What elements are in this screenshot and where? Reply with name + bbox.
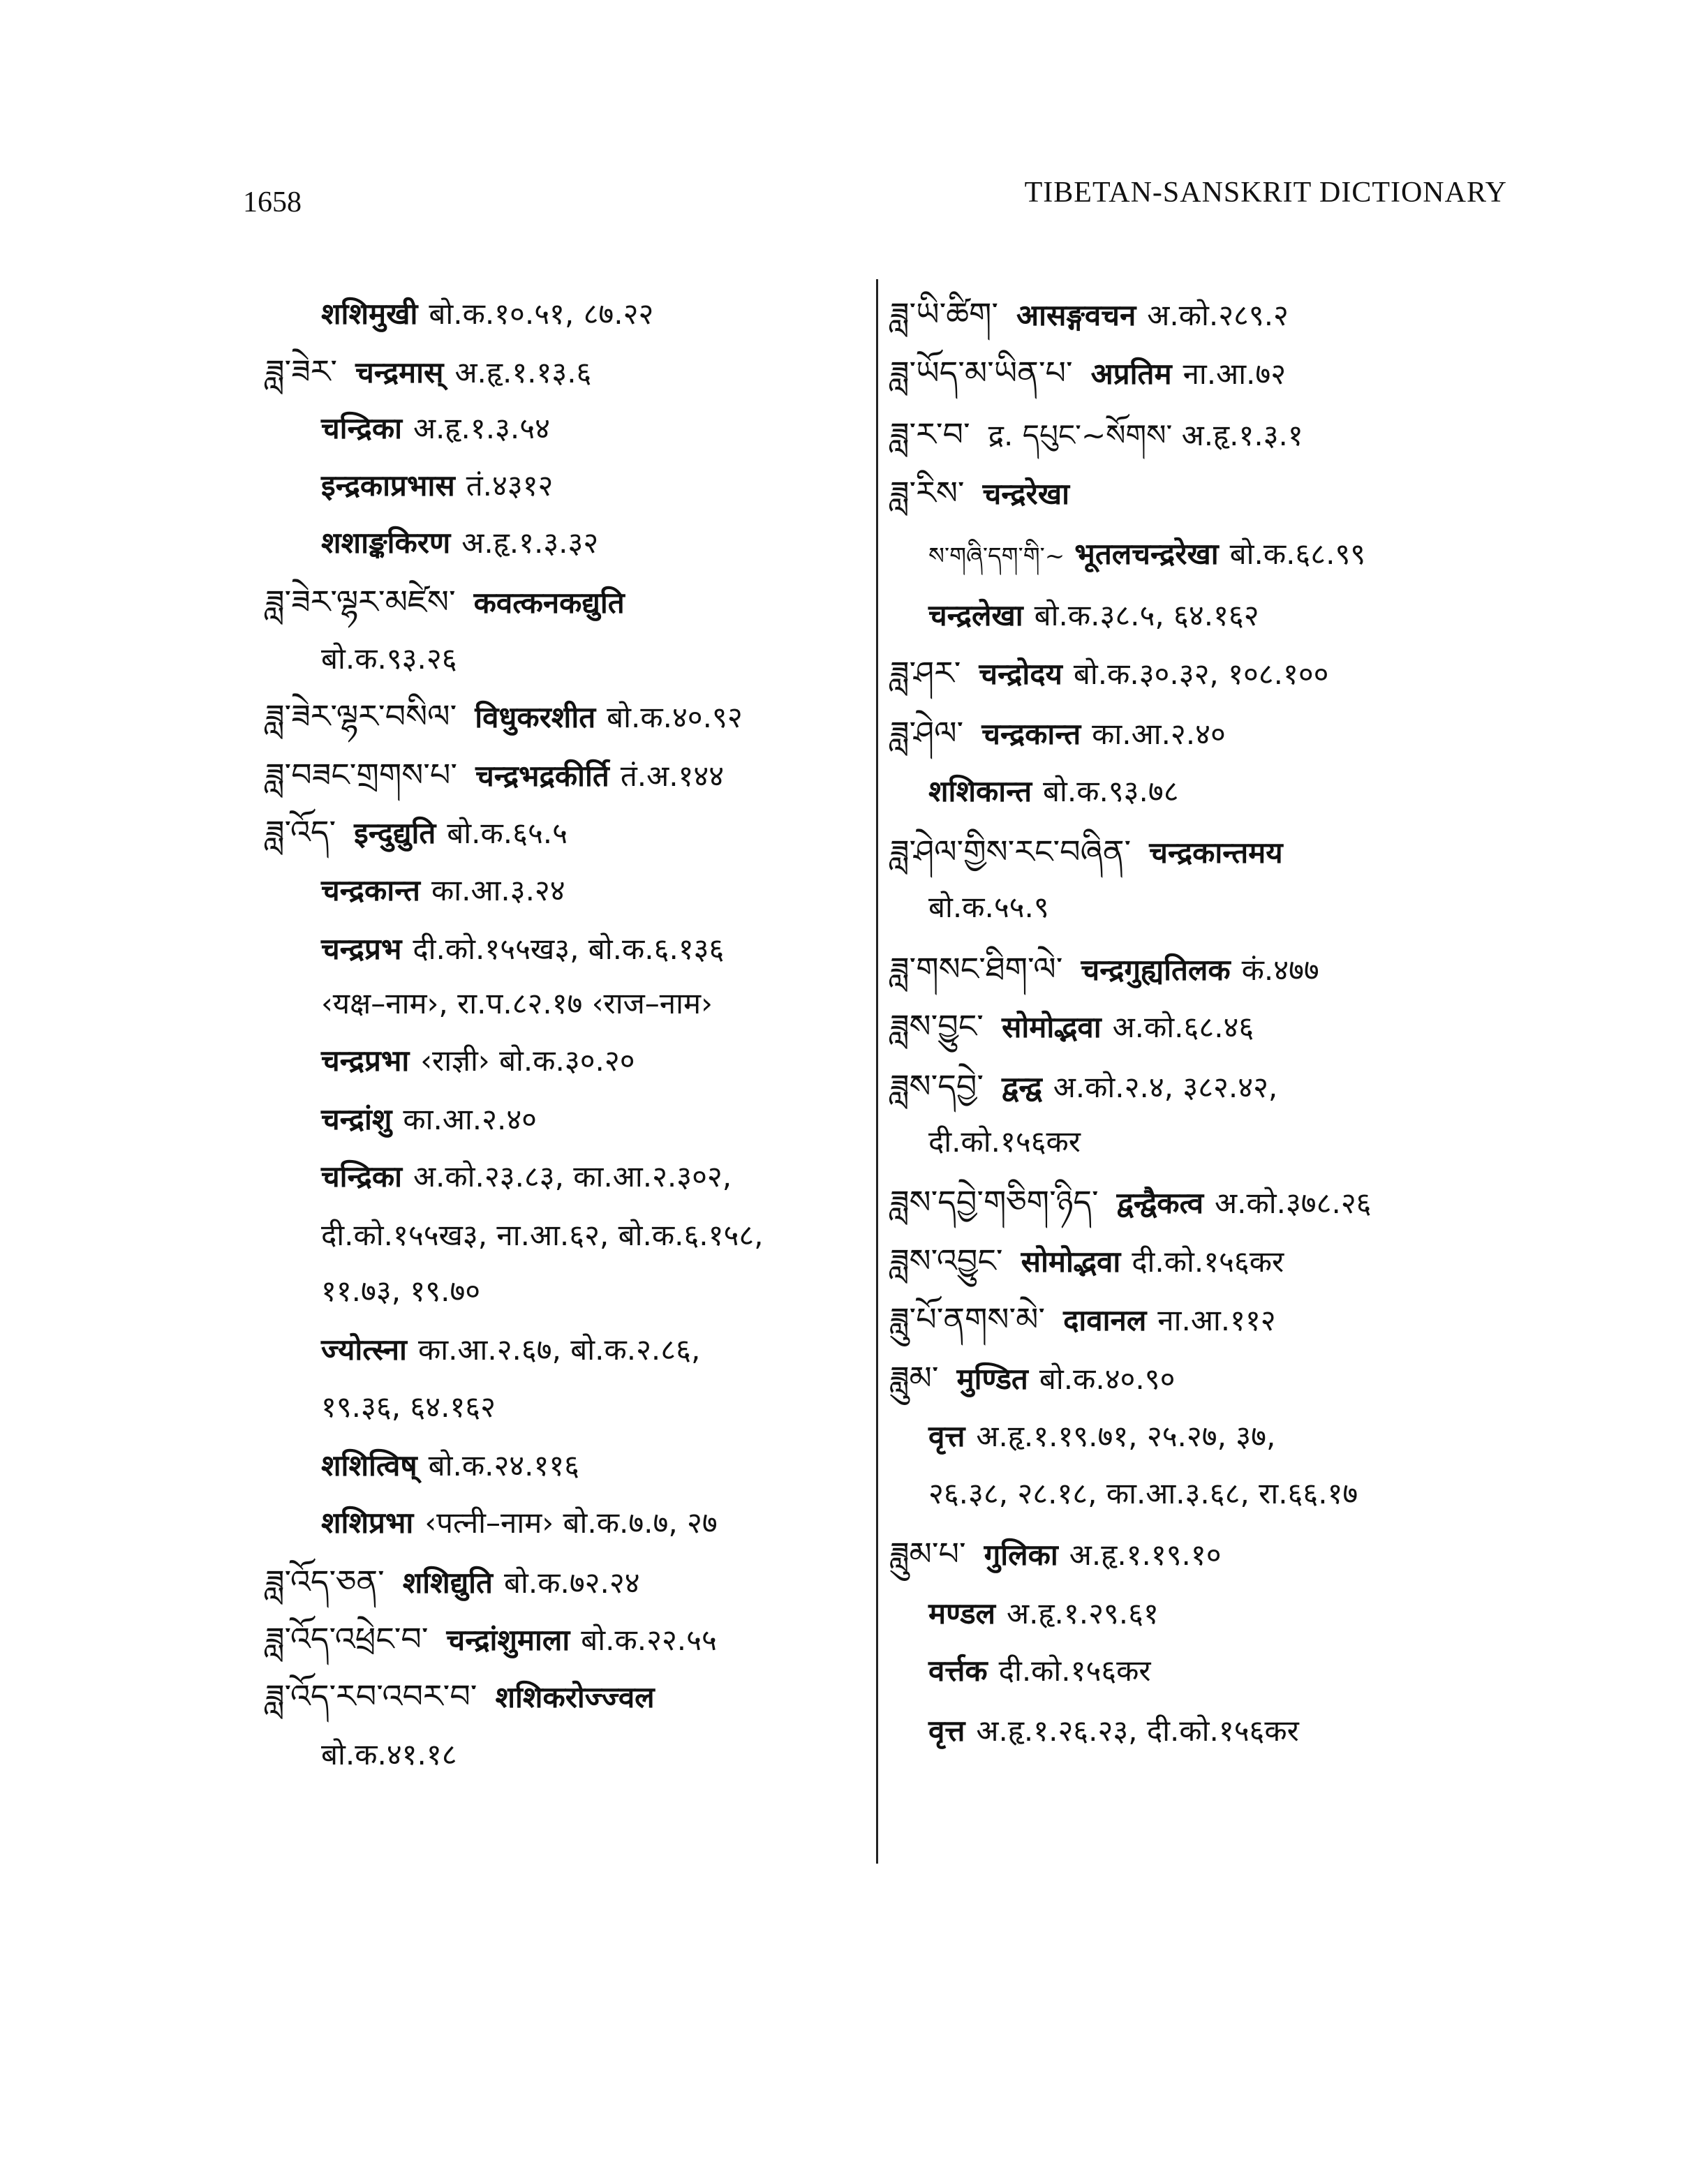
dictionary-line	[321, 1270, 480, 1312]
source-reference: ‹पत्नी–नाम› बो.क.७.७, २७	[424, 1506, 718, 1540]
dictionary-line	[890, 1240, 1284, 1283]
tibetan-headword: ཟླ་ཤེལ་གྱིས་རང་བཞིན་	[890, 833, 1132, 870]
dictionary-line	[321, 1156, 732, 1198]
source-reference: अ.को.२.४, ३८२.४२,	[1053, 1070, 1278, 1104]
dictionary-line	[928, 1416, 1275, 1457]
sanskrit-equivalent: आसङ्गवचन	[1016, 298, 1136, 332]
source-reference: तं.अ.१४४	[620, 759, 725, 793]
source-reference: का.आ.३.२४	[431, 873, 565, 907]
tibetan-headword: ཟླ་འོད་རབ་འབར་བ་	[265, 1677, 477, 1715]
dictionary-line	[321, 1040, 635, 1082]
source-reference: का.आ.२.४०	[1092, 717, 1226, 751]
page-header	[0, 0, 1690, 251]
sanskrit-equivalent: सोमोद्भवा	[1001, 1010, 1102, 1044]
sanskrit-equivalent: चन्द्रभद्रकीर्ति	[475, 759, 609, 793]
source-reference: अ.हृ.१.२९.६१	[1007, 1596, 1159, 1630]
dictionary-line	[265, 695, 743, 738]
sanskrit-equivalent: चन्द्रमास्	[355, 355, 444, 389]
sanskrit-equivalent: चन्द्रकान्त	[321, 873, 420, 907]
dictionary-line	[321, 1386, 496, 1428]
dictionary-line	[321, 983, 713, 1025]
running-head: TIBETAN-SANSKRIT DICTIONARY	[1024, 177, 1507, 209]
tibetan-headword: ཟླ་འོད་ཅན་	[265, 1563, 385, 1600]
source-reference: ‹राज्ञी› बो.क.३०.२०	[420, 1043, 635, 1078]
sanskrit-equivalent: चन्द्रिका	[321, 1159, 402, 1194]
dictionary-line	[890, 293, 1289, 336]
dictionary-line	[928, 1650, 1151, 1692]
source-reference: बो.क.६८.९९	[1229, 537, 1366, 571]
tibetan-headword: ཟླ་འོད་	[265, 813, 336, 851]
source-reference: कं.४७७	[1241, 953, 1319, 987]
source-reference: अ.को.२३.८३, का.आ.२.३०२,	[413, 1159, 732, 1194]
source-reference: २६.३८, २८.१८, का.आ.३.६८, रा.६६.१७	[928, 1476, 1358, 1510]
source-reference: ‹यक्ष–नाम›, रा.प.८२.१७ ‹राज–नाम›	[321, 986, 713, 1020]
sanskrit-equivalent: चन्द्रप्रभा	[321, 1043, 410, 1078]
dictionary-line	[321, 870, 565, 912]
sanskrit-equivalent: कवत्कनकद्युति	[473, 586, 625, 620]
dictionary-line	[890, 1005, 1254, 1048]
source-reference: १९.३६, ६४.१६२	[321, 1390, 496, 1424]
sanskrit-equivalent: द्वन्द्वैकत्व	[1116, 1186, 1204, 1220]
sanskrit-equivalent: दावानल	[1063, 1303, 1147, 1337]
dictionary-line	[265, 350, 591, 394]
source-reference: बो.क.३८.५, ६४.१६२	[1034, 598, 1259, 632]
source-reference: का.आ.२.४०	[403, 1102, 538, 1136]
source-reference: ना.आ.७२	[1183, 357, 1287, 391]
sanskrit-equivalent: चन्द्रगुह्यतिलक	[1081, 953, 1231, 987]
dictionary-line	[928, 595, 1259, 637]
source-reference: बो.क.७२.२४	[504, 1566, 640, 1600]
sanskrit-equivalent: मुण्डित	[956, 1362, 1028, 1396]
source-reference: बो.क.३०.३२, १०८.१००	[1073, 657, 1329, 691]
dictionary-line	[265, 1618, 717, 1661]
dictionary-line	[890, 1065, 1277, 1108]
dictionary-line	[321, 1445, 579, 1487]
sanskrit-equivalent: वृत्त	[928, 1714, 965, 1748]
sanskrit-equivalent: चन्द्रकान्त	[981, 717, 1081, 751]
tibetan-headword: ཟླ་འོད་འཕྲེང་བ་	[265, 1620, 429, 1658]
dictionary-line	[321, 638, 457, 680]
sanskrit-equivalent: शशाङ्ककिरण	[321, 526, 451, 560]
source-reference: अ.को.२८९.२	[1147, 298, 1289, 332]
dictionary-line	[265, 581, 636, 624]
sanskrit-equivalent: अप्रतिम	[1090, 357, 1172, 391]
source-reference: दी.को.१५६कर	[928, 1124, 1081, 1159]
source-reference: ११.७३, १९.७०	[321, 1274, 481, 1308]
dictionary-line	[321, 928, 724, 970]
sanskrit-equivalent: चन्द्रांशुमाला	[446, 1623, 570, 1657]
dictionary-line	[890, 652, 1329, 695]
sanskrit-equivalent: शशित्विष्	[321, 1448, 417, 1483]
sanskrit-equivalent: चन्द्रकान्तमय	[1149, 835, 1283, 870]
tibetan-headword: ཟླ་ཟེར་ལྷར་བསིལ་	[265, 697, 457, 735]
tibetan-headword: ཟླ་ཡི་ཚིག་	[890, 295, 999, 333]
tibetan-headword: ཟླ་ཤར་	[890, 654, 961, 692]
tibetan-headword: ཟླས་དབྱེ་	[890, 1067, 984, 1105]
dictionary-line	[321, 465, 553, 507]
tibetan-headword: ཟླ་ཤེལ་	[890, 714, 964, 752]
source-reference: अ.हृ.१.२६.२३, दी.को.१५६कर	[976, 1714, 1299, 1748]
source-reference: बो.क.१०.५१, ८७.२२	[429, 297, 654, 331]
dictionary-line	[890, 831, 1294, 874]
dictionary-line	[321, 1734, 457, 1776]
sanskrit-equivalent: भूतलचन्द्ररेखा	[1074, 537, 1219, 571]
dictionary-line	[928, 1473, 1358, 1515]
tibetan-headword: ཟླས་དབྱེ་གཅིག་ཉིད་	[890, 1183, 1099, 1221]
dictionary-line	[928, 1710, 1299, 1752]
sanskrit-equivalent: वर्त्तक	[928, 1654, 988, 1688]
dictionary-line	[265, 1561, 640, 1604]
dictionary-line	[928, 1593, 1159, 1635]
source-reference: बो.क.६५.५	[447, 816, 568, 850]
dictionary-line	[265, 1675, 666, 1718]
dictionary-line	[928, 533, 1365, 577]
source-reference: अ.हृ.१.१९.१०	[1069, 1538, 1222, 1572]
source-reference: बो.क.९३.७८	[1043, 774, 1179, 808]
source-reference: बो.क.४०.९०	[1039, 1362, 1176, 1396]
source-reference: दी.को.१५६कर	[1132, 1245, 1284, 1279]
source-reference: ना.आ.११२	[1157, 1303, 1276, 1337]
sanskrit-equivalent: चन्द्रलेखा	[928, 598, 1023, 632]
tibetan-headword: ཟླ་བཟང་གྲགས་པ་	[265, 756, 458, 794]
tibetan-headword: ཟླ་ར་བ་	[890, 415, 970, 453]
dictionary-line	[321, 1099, 537, 1141]
tibetan-headword: ཟླས་བྱུང་	[890, 1007, 984, 1045]
dictionary-line	[928, 771, 1179, 812]
sanskrit-equivalent: चन्द्रिका	[321, 411, 402, 445]
dictionary-line	[321, 1214, 764, 1256]
source-reference: अ.को.३७८.२६	[1215, 1186, 1372, 1220]
source-reference: दी.को.१५५ख३, ना.आ.६२, बो.क.६.१५८,	[321, 1218, 764, 1252]
sanskrit-equivalent: इन्दुद्युति	[354, 816, 436, 850]
dictionary-line	[265, 811, 568, 854]
sanskrit-equivalent: शशिप्रभा	[321, 1506, 414, 1540]
source-reference: द्र. དཔུང་~སོགས་ अ.हृ.१.३.१	[988, 418, 1303, 452]
dictionary-line	[890, 472, 1081, 515]
sanskrit-equivalent: चन्द्ररेखा	[982, 477, 1069, 511]
source-reference: अ.हृ.१.१३.६	[454, 355, 592, 389]
source-reference: अ.को.६८.४६	[1112, 1010, 1254, 1044]
dictionary-line	[321, 1502, 718, 1544]
sanskrit-equivalent: चन्द्रोदय	[979, 657, 1062, 691]
tibetan-headword: ཟླ་རིས་	[890, 474, 965, 512]
source-reference: दी.को.१५६कर	[998, 1654, 1151, 1688]
sanskrit-equivalent: शशिकरोज्ज्वल	[495, 1680, 655, 1714]
dictionary-line	[321, 522, 598, 564]
dictionary-line	[321, 1329, 700, 1371]
sanskrit-equivalent: चन्द्रप्रभ	[321, 932, 402, 966]
source-reference: बो.क.२४.११६	[428, 1448, 580, 1483]
source-reference: बो.क.५५.९	[928, 890, 1049, 924]
source-reference: बो.क.४०.९२	[607, 700, 743, 734]
dictionary-line	[321, 293, 653, 335]
tibetan-headword: ཟླ་གསང་ཐིག་ལེ་	[890, 950, 1063, 988]
source-reference: दी.को.१५५ख३, बो.क.६.१३६	[413, 932, 725, 966]
sanskrit-equivalent: शशिद्युति	[402, 1566, 493, 1600]
dictionary-line	[890, 712, 1226, 755]
dictionary-line	[890, 352, 1286, 395]
dictionary-line	[890, 948, 1319, 991]
sanskrit-equivalent: वृत्त	[928, 1419, 965, 1453]
page-number: 1658	[243, 186, 302, 218]
tibetan-headword: ཟླུམ་པ་	[890, 1535, 966, 1573]
dictionary-line	[890, 1357, 1175, 1400]
sanskrit-equivalent: विधुकरशीत	[475, 700, 596, 734]
dictionary-line	[890, 413, 1303, 456]
sanskrit-equivalent: मण्डल	[928, 1596, 996, 1630]
source-reference: बो.क.९३.२६	[321, 641, 457, 676]
source-reference: अ.हृ.१.३.५४	[413, 411, 550, 445]
tibetan-headword: ཟླ་ཡོད་མ་ཡིན་པ་	[890, 354, 1073, 392]
source-reference: बो.क.२२.५५	[581, 1623, 717, 1657]
tibetan-headword: ཟླས་འབྱུང་	[890, 1242, 1003, 1279]
tibetan-headword: ཟླ་ཟེར་	[265, 352, 338, 390]
source-reference: अ.हृ.१.१९.७१, २५.२७, ३७,	[976, 1419, 1276, 1453]
sanskrit-equivalent: इन्द्रकाप्रभास	[321, 468, 455, 503]
sanskrit-equivalent: गुलिका	[984, 1538, 1058, 1572]
dictionary-line	[928, 1121, 1081, 1163]
tibetan-headword: ཟླུ་པོ་ནགས་མེ་	[890, 1300, 1046, 1338]
dictionary-line	[890, 1181, 1372, 1224]
column-divider	[876, 279, 878, 1864]
sanskrit-equivalent: शशिमुखी	[321, 297, 418, 331]
tibetan-headword: ཟླུམ་	[890, 1359, 939, 1397]
tibetan-headword: ས་གཞི་དག་གི་~	[928, 542, 1065, 570]
sanskrit-equivalent: द्वन्द्व	[1002, 1070, 1042, 1104]
dictionary-line	[321, 408, 550, 450]
dictionary-line	[928, 886, 1049, 928]
source-reference: बो.क.४१.१८	[321, 1737, 457, 1771]
sanskrit-equivalent: शशिकान्त	[928, 774, 1032, 808]
source-reference: तं.४३१२	[466, 468, 554, 503]
source-reference: अ.हृ.१.३.३२	[461, 526, 599, 560]
source-reference: का.आ.२.६७, बो.क.२.८६,	[417, 1332, 701, 1367]
dictionary-line	[890, 1533, 1222, 1576]
sanskrit-equivalent: सोमोद्भवा	[1021, 1245, 1121, 1279]
dictionary-line	[890, 1298, 1276, 1342]
dictionary-line	[265, 754, 724, 797]
sanskrit-equivalent: ज्योत्स्ना	[321, 1332, 407, 1367]
tibetan-headword: ཟླ་ཟེར་ལྷར་མཛེས་	[265, 583, 456, 621]
sanskrit-equivalent: चन्द्रांशु	[321, 1102, 392, 1136]
